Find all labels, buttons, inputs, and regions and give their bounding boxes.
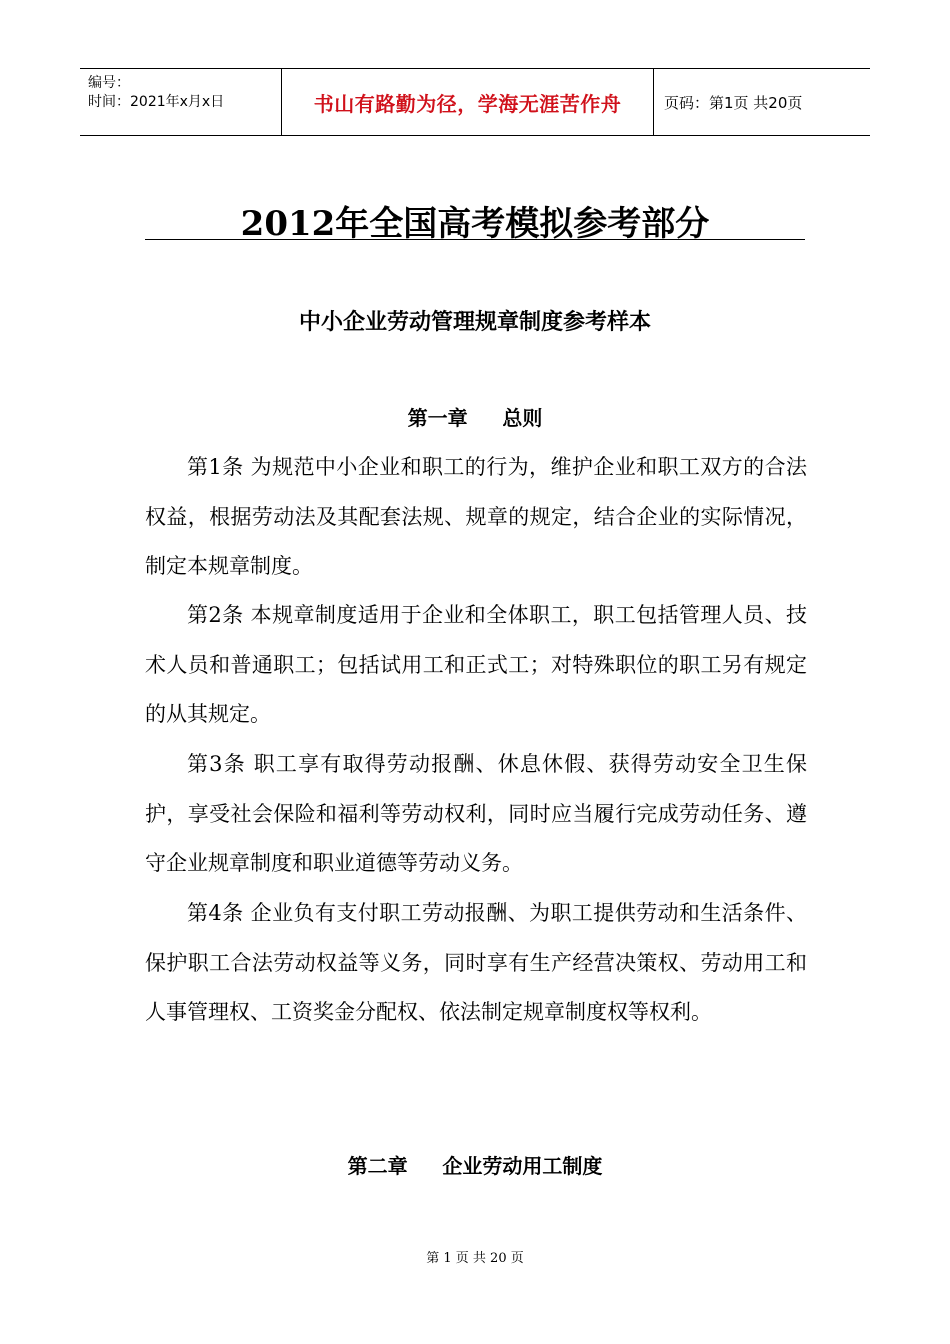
title-underline (145, 239, 805, 240)
article-paragraph: 第2条 本规章制度适用于企业和全体职工，职工包括管理人员、技术人员和普通职工；包括试用工和正式工；对特殊职位的职工另有规定的从其规定。 (145, 603, 807, 726)
header-motto: 书山有路勤为径，学海无涯苦作舟 (313, 91, 622, 116)
header-info-cell (80, 69, 281, 135)
document-header (80, 68, 870, 136)
article-paragraph: 第4条 企业负有支付职工劳动报酬、为职工提供劳动和生活条件、保护职工合法劳动权益等义务，同时享有生产经营决策权、劳动用工和人事管理权、工资奖金分配权、依法制定规章制度权等权利。 (145, 901, 807, 1024)
chapter-heading: 第一章 总则 (407, 406, 543, 430)
article-paragraph: 第3条 职工享有取得劳动报酬、休息休假、获得劳动安全卫生保护，享受社会保险和福利等劳动权利，同时应当履行完成劳动任务、遵守企业规章制度和职业道德等劳动义务。 (145, 752, 807, 875)
main-title: 2012年全国高考模拟参考部分 (240, 204, 710, 244)
chapter-heading: 第二章 企业劳动用工制度 (347, 1154, 603, 1178)
header-page-cell (654, 69, 870, 135)
sub-title: 中小企业劳动管理规章制度参考样本 (298, 309, 651, 335)
document-number-label: 编号： (88, 75, 130, 91)
article-paragraph: 第1条 为规范中小企业和职工的行为，维护企业和职工双方的合法权益，根据劳动法及其配套法规、规章的规定，结合企业的实际情况，制定本规章制度。 (145, 455, 807, 578)
document-time-label: 时间：2021年x月x日 (88, 94, 225, 110)
header-page-code: 页码：第1页 共20页 (664, 93, 803, 112)
header-motto-cell (281, 69, 654, 135)
page-footer: 第 1 页 共 20 页 (426, 1251, 524, 1266)
